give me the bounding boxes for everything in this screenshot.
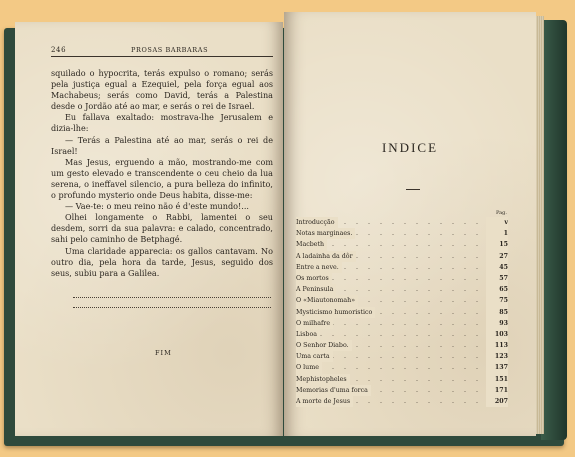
dot-leader	[296, 362, 486, 373]
toc-entry-title: Notas marginaes.	[296, 228, 355, 239]
paragraph: Mas Jesus, erguendo a mão, mostrando-me com um gesto elevado e transcendente o ceu cheio da lua serena, o ineffavel silencio, a pura belleza do infinito, o profundo mysterio onde Deus habita, disse-me:	[51, 156, 273, 201]
toc-entry-title: Mysticismo humoristico	[296, 307, 375, 318]
toc-entry-page: 103	[486, 329, 508, 340]
toc-entry-title: Memorias d'uma forca	[296, 385, 371, 396]
toc-entry-page: 45	[486, 262, 508, 273]
page-number: 246	[51, 46, 67, 54]
toc-entry-title: A Peninsula	[296, 284, 336, 295]
toc-entry-page: 93	[486, 318, 508, 329]
paragraph: squilado o hypocrita, terás expulso o romano; serás pela justiça egual a Ezequiel, pela força egual aos Machabeus; serás como David, terás a Palestina desde o Jordão até ao mar, e serás o rei de Israel.	[51, 68, 273, 112]
toc-entry	[296, 351, 508, 362]
toc-entry-title: Mephistopheles	[296, 374, 350, 385]
toc-entry-page: 1	[486, 228, 508, 239]
toc-entry-title: O lume	[296, 362, 322, 373]
toc-entry-page: 171	[486, 385, 508, 396]
toc-entry	[296, 362, 508, 373]
toc-entry-page: 123	[486, 351, 508, 362]
toc-entry-title: A morte de Jesus	[296, 396, 353, 407]
toc-entry-page: 151	[486, 374, 508, 385]
toc-entry	[296, 284, 508, 295]
running-title: PROSAS BARBARAS	[131, 46, 209, 54]
toc-entry-page: 27	[486, 251, 508, 262]
table-of-contents	[296, 217, 508, 407]
toc-entry	[296, 295, 508, 306]
body-text	[51, 68, 273, 279]
toc-entry-title: A ladainha da dôr	[296, 251, 356, 262]
toc-entry-title: Os mortos	[296, 273, 332, 284]
toc-entry	[296, 374, 508, 385]
toc-entry-page: v	[486, 217, 508, 228]
toc-entry	[296, 307, 508, 318]
toc-entry-page: 65	[486, 284, 508, 295]
toc-entry-title: Entre a neve.	[296, 262, 342, 273]
right-page	[284, 12, 536, 436]
dotted-separator	[73, 307, 271, 308]
dot-leader	[296, 329, 486, 340]
toc-entry	[296, 251, 508, 262]
heading-rule	[406, 189, 420, 190]
toc-entry-page: 57	[486, 273, 508, 284]
pag-label: Pag.	[496, 210, 507, 216]
toc-entry-title: Lisboa	[296, 329, 320, 340]
toc-entry-page: 113	[486, 340, 508, 351]
toc-entry-title: Introducção	[296, 217, 338, 228]
toc-entry	[296, 239, 508, 250]
dotted-separator	[73, 297, 271, 298]
left-page	[15, 22, 283, 436]
paragraph: Olhei longamente o Rabbi, lamentei o seu desdem, sorri da sua palavra: e calado, concentrado, sahi pelo caminho de Betphagé.	[51, 212, 273, 245]
paragraph: — Terás a Palestina até ao mar, serás o rei de Israel!	[51, 134, 273, 156]
toc-entry	[296, 396, 508, 407]
toc-entry	[296, 385, 508, 396]
toc-entry	[296, 228, 508, 239]
toc-entry	[296, 262, 508, 273]
toc-entry-title: O Senhor Diabo.	[296, 340, 352, 351]
toc-entry-page: 75	[486, 295, 508, 306]
toc-entry	[296, 318, 508, 329]
toc-entry	[296, 273, 508, 284]
toc-entry-page: 15	[486, 239, 508, 250]
header-rule	[51, 56, 273, 57]
paragraph: — Vae-te: o meu reino não é d'este mundo!...	[65, 201, 249, 212]
page-stack-edge	[536, 16, 544, 434]
toc-entry-page: 137	[486, 362, 508, 373]
toc-entry-title: Macbeth	[296, 239, 327, 250]
toc-entry	[296, 329, 508, 340]
end-word: FIM	[155, 349, 172, 357]
toc-entry-title: O milhafre	[296, 318, 333, 329]
toc-entry	[296, 217, 508, 228]
index-heading: INDICE	[381, 140, 439, 155]
toc-entry-title: Uma carta	[296, 351, 333, 362]
paragraph: Uma claridade apparecia: os gallos cantavam. No outro dia, pela hora da tarde, Jesus, seguido dos seus, subiu para a Galilea.	[51, 245, 273, 278]
toc-entry-title: O «Miautonomah»	[296, 295, 358, 306]
toc-entry	[296, 340, 508, 351]
paragraph: Eu fallava exaltado: mostrava-lhe Jerusalem e dizia-lhe:	[51, 112, 273, 134]
book-cover-edge	[541, 20, 567, 440]
toc-entry-page: 85	[486, 307, 508, 318]
toc-entry-page: 207	[486, 396, 508, 407]
